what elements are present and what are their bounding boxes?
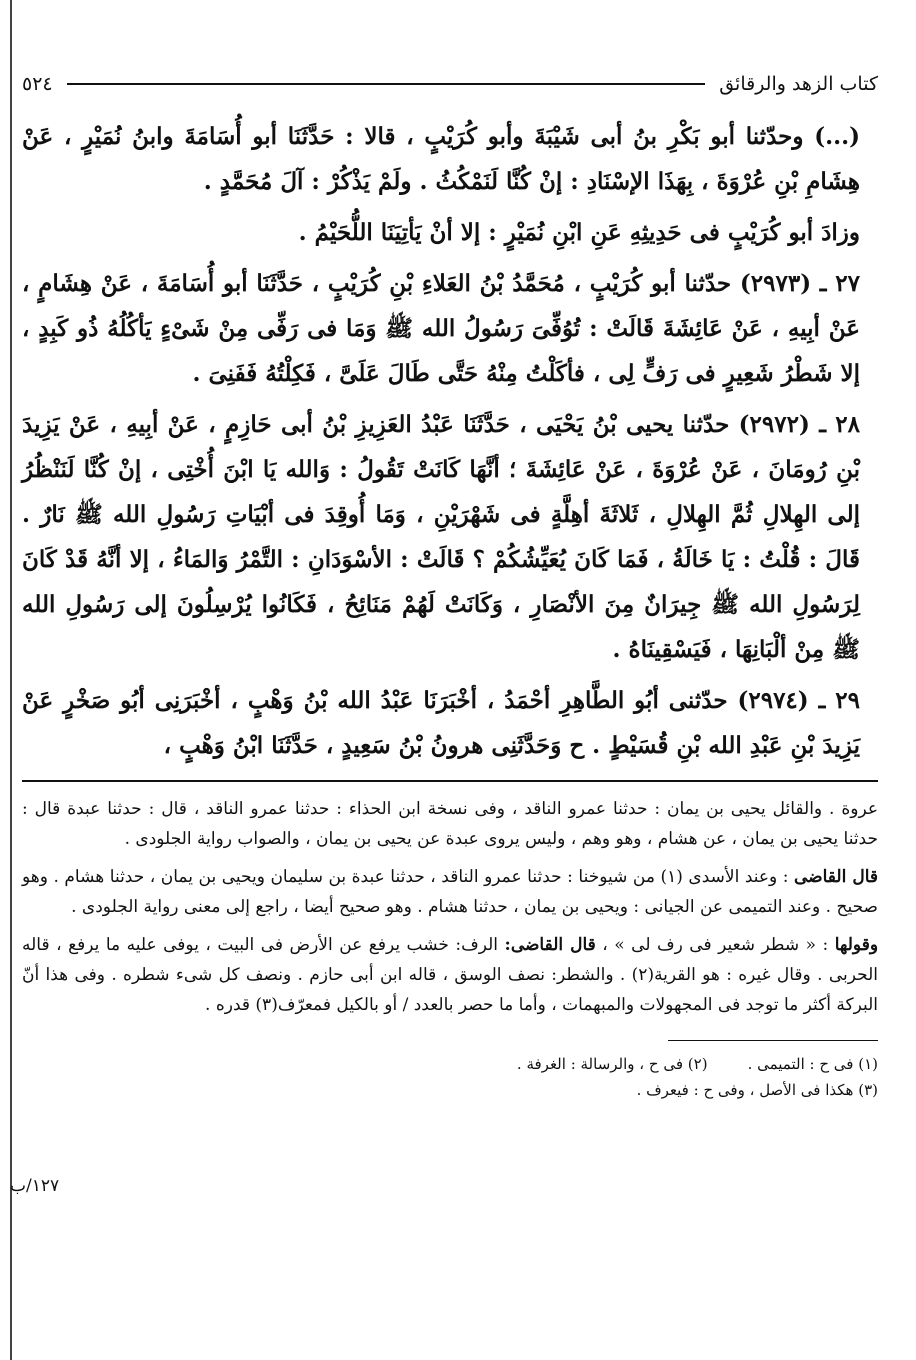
hadith-text <box>22 114 878 768</box>
commentary-paragraph: عروة . والقائل يحيى بن يمان : حدثنا عمرو الناقد ، وفى نسخة ابن الحذاء : حدثنا عمرو الناقد ، قال : حدثنا عبدة قال : حدثنا يحيى بن يمان ، عن هشام ، وهو وهم ، وليس يروى عبدة عن يحيى بن يمان ، والصواب رواية الجلودى . <box>22 799 878 849</box>
hadith-28: ٢٨ ـ (٢٩٧٢) حدّثنا يحيى بْنُ يَحْيَى ، حَدَّثَنَا عَبْدُ العَزِيزِ بْنُ أبى حَازِمٍ ، عَنْ أبِيهِ ، عَنْ يَزِيدَ بْنِ رُومَانَ ، عَنْ عُرْوَةَ ، عَنْ عَائِشَةَ ؛ أنَّهَا كَانَتْ تَقُولُ : وَالله يَا ابْنَ أُخْتِى ، إنْ كُنَّا لَنَنْظُرُ إلى الهِلالِ ثُمَّ الهِلالِ ، ثَلاثَةَ أهِلَّةٍ فى شَهْرَيْنِ ، وَمَا أُوقِدَ فى أبْيَاتِ رَسُولِ الله ﷺ نَارٌ . قَالَ : قُلْتُ : يَا خَالَةُ ، فَمَا كَانَ يُعَيِّشُكُمْ ؟ قَالَتْ : الأسْوَدَانِ : التَّمْرُ وَالمَاءُ ، إلا أنَّهُ قَدْ كَانَ لِرَسُولِ الله ﷺ جِيرَانٌ مِنَ الأنْصَارِ ، وَكَانَتْ لَهُمْ مَنَائِحُ ، فَكَانُوا يُرْسِلُونَ إلى رَسُولِ الله ﷺ مِنْ ألْبَانِهَا ، فَيَسْقِينَاهُ . <box>22 411 861 663</box>
running-header <box>22 64 878 104</box>
commentary-text: : « شطر شعير فى رف لى » ، <box>602 935 829 955</box>
qadi-label: قال القاضى <box>794 867 878 887</box>
book-page <box>10 64 879 1196</box>
header-rule <box>67 83 706 85</box>
footnote-3: (٣) هكذا فى الأصل ، وفى ح : فيعرف . <box>636 1081 878 1099</box>
commentary-separator <box>22 780 878 782</box>
footnote-separator <box>668 1040 878 1041</box>
footnote-2: (٢) فى ح ، والرسالة : الغرفة . <box>516 1055 708 1073</box>
footnotes <box>22 1051 878 1103</box>
qadi-label: قال القاضى: <box>504 935 596 955</box>
page-binding-line <box>10 0 12 1360</box>
main-paragraph: (...) وحدّثنا أبو بَكْرِ بنُ أبى شَيْبَةَ وأبو كُرَيْبٍ ، قالا : حَدَّثَنَا أبو أُسَامَةَ وابنُ نُمَيْرٍ ، عَنْ هِشَامِ بْنِ عُرْوَةَ ، بِهَذَا الإسْنَادِ : إنْ كُنَّا لَنَمْكُثُ . ولَمْ يَذْكُرْ : آلَ مُحَمَّدٍ . <box>22 123 860 195</box>
manuscript-folio-marker: ١٢٧/ب <box>10 1176 60 1196</box>
book-title: كتاب الزهد والرقائق <box>719 73 878 95</box>
hadith-29: ٢٩ ـ (٢٩٧٤) حدّثنى أبُو الطَّاهِرِ أحْمَدُ ، أخْبَرَنَا عَبْدُ الله بْنُ وَهْبٍ ، أخْبَرَنِى أبُو صَخْرٍ عَنْ يَزِيدَ بْنِ عَبْدِ الله بْنِ قُسَيْطٍ . ح وَحَدَّثَنِى هرونُ بْنُ سَعِيدٍ ، حَدَّثَنَا ابْنُ وَهْبٍ ، <box>22 687 860 759</box>
main-paragraph: وزادَ أبو كُرَيْبٍ فى حَدِيثِهِ عَنِ ابْنِ نُمَيْرٍ : إلا أنْ يَأتِيَنَا اللُّحَيْمُ . <box>298 219 860 246</box>
commentary-paragraph <box>22 930 878 1020</box>
footnote-row <box>22 1051 878 1077</box>
phrase-label: وقولها <box>834 935 879 955</box>
commentary-paragraph <box>22 862 878 922</box>
page-number: ٥٢٤ <box>22 73 53 95</box>
hadith-27: ٢٧ ـ (٢٩٧٣) حدّثنا أبو كُرَيْبٍ ، مُحَمَّدُ بْنُ العَلاءِ بْنِ كُرَيْبٍ ، حَدَّثَنَا أبو أُسَامَةَ ، عَنْ هِشَامٍ ، عَنْ أبِيهِ ، عَنْ عَائِشَةَ قَالَتْ : تُوُفِّىَ رَسُولُ الله ﷺ وَمَا فى رَفِّى مِنْ شَىْءٍ يَأكُلُهُ ذُو كَبِدٍ ، إلا شَطْرُ شَعِيرٍ فى رَفٍّ لِى ، فأكَلْتُ مِنْهُ حَتَّى طَالَ عَلَىَّ ، فَكِلْتُهُ فَفَنِىَ . <box>22 270 860 387</box>
footnote-1: (١) فى ح : التميمى . <box>747 1055 878 1073</box>
commentary-text: : وعند الأسدى (١) من شيوخنا : حدثنا عمرو الناقد ، حدثنا عبدة بن سليمان ويحيى بن يمان ، حدثنا هشام . وهو صحيح . وعند التميمى عن الجيانى : ويحيى بن يمان ، حدثنا هشام . وهو صحيح أيضا ، راجع إلى معنى رواية الجلودى . <box>22 867 878 917</box>
commentary-text: الرف: خشب يرفع عن الأرض فى البيت ، يوفى عليه ما يرفع ، قاله الحربى . وقال غيره : هو القرية(٢) . والشطر: نصف الوسق ، قاله ابن أبى حازم . ونصف كل شىء شطره . وفى هذا أنّ البركة أكثر ما توجد فى المجهولات والمبهمات ، وأما ما حصر بالعدد / أو بالكيل فمعرّف(٣) قدره . <box>22 935 878 1015</box>
